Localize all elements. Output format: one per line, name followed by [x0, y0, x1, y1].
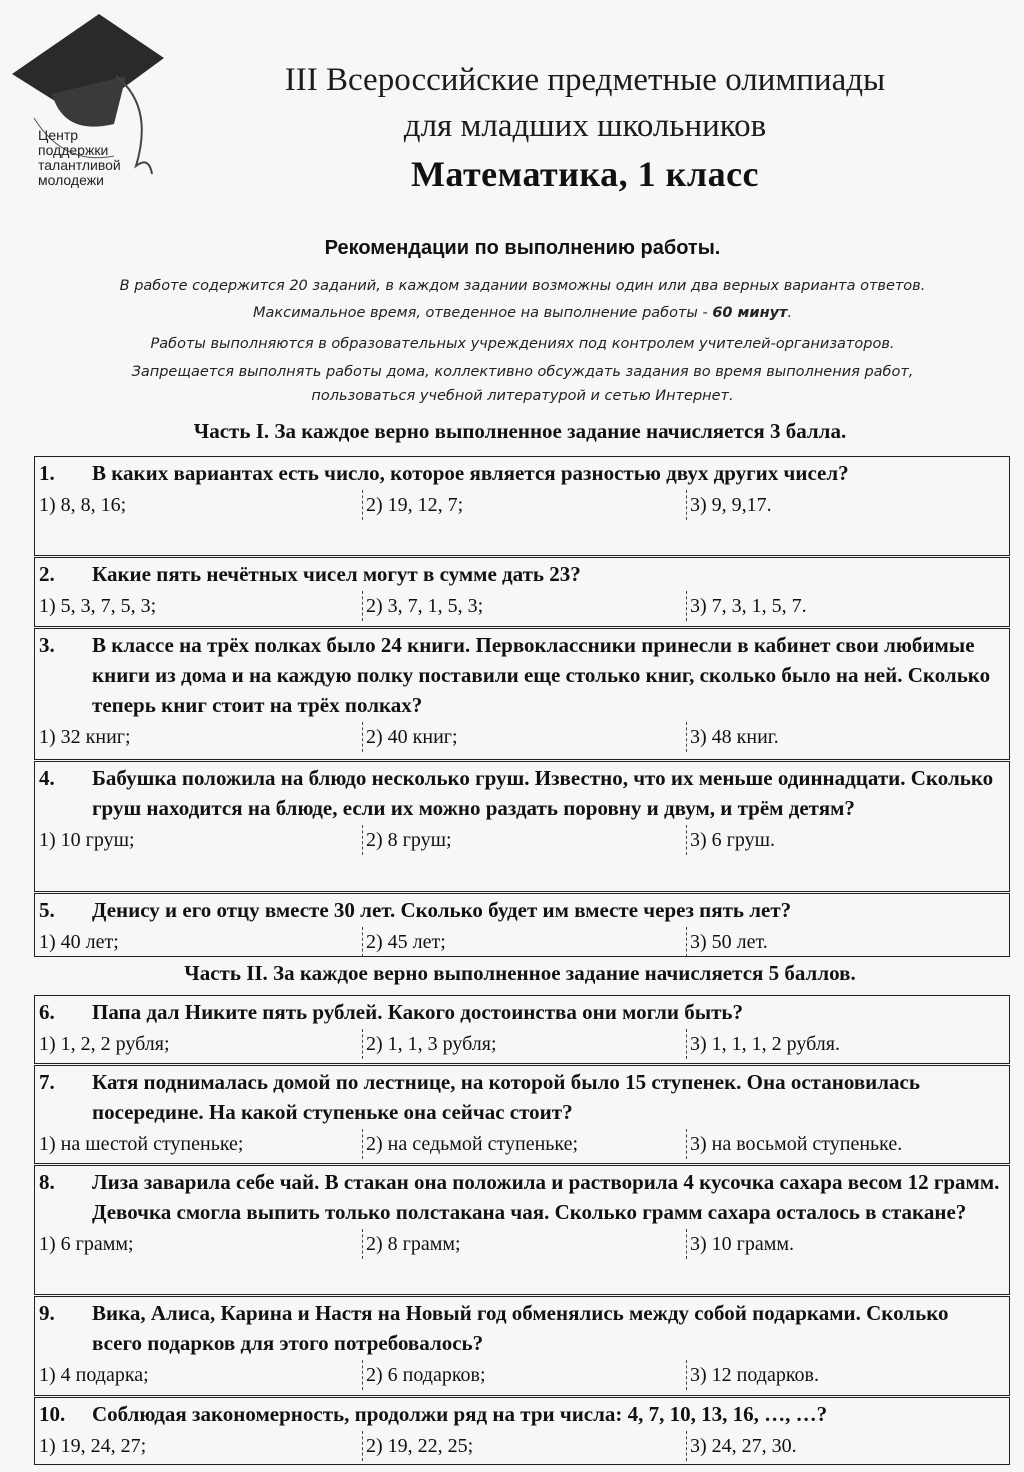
answer-row: [35, 1360, 1009, 1391]
task-number: 7.: [39, 1070, 55, 1094]
task-question-text: Соблюдая закономерность, продолжи ряд на три числа: 4, 7, 10, 13, 16, …, …?: [92, 1402, 828, 1426]
task-number: 2.: [39, 562, 55, 586]
logo: [4, 6, 174, 196]
task-number: 8.: [39, 1170, 55, 1194]
answer-option: 2) 19, 12, 7;: [362, 490, 463, 520]
recommendations-line: В работе содержится 20 заданий, в каждом задании возможны один или два верных варианта ответов.: [119, 278, 926, 294]
task-box: [34, 456, 1010, 556]
answer-row: [35, 1431, 1009, 1462]
task-number: 6.: [39, 1000, 55, 1024]
page-title-line1: III Всероссийские предметные олимпиады: [284, 62, 886, 98]
answer-option: 2) 19, 22, 25;: [362, 1431, 473, 1461]
rec-line2-prefix: Максимальное время, отведенное на выполнение работы -: [252, 305, 713, 321]
task-question-text: Денису и его отцу вместе 30 лет. Сколько будет им вместе через пять лет?: [92, 898, 792, 922]
answer-option: 3) 7, 3, 1, 5, 7.: [686, 591, 807, 621]
part2-title: Часть II. За каждое верно выполненное задание начисляется 5 баллов.: [184, 961, 856, 985]
answer-option: 3) на восьмой ступеньке.: [686, 1129, 902, 1159]
recommendations-line: пользоваться учебной литературой и сетью Интернет.: [311, 388, 734, 404]
answer-option: 2) 3, 7, 1, 5, 3;: [362, 591, 483, 621]
answer-option: 3) 6 груш.: [686, 825, 775, 855]
task-question-text: Папа дал Никите пять рублей. Какого достоинства они могли быть?: [92, 1000, 744, 1024]
task-question-text: В каких вариантах есть число, которое является разностью двух других чисел?: [92, 461, 849, 485]
answer-option: 3) 48 книг.: [686, 722, 779, 752]
task-number: 4.: [39, 766, 55, 790]
answer-option: 1) 1, 2, 2 рубля;: [39, 1033, 170, 1055]
task-question-text: Какие пять нечётных чисел могут в сумме дать 23?: [92, 562, 581, 586]
answer-row: [35, 722, 1009, 753]
answer-option: 2) 45 лет;: [362, 927, 446, 957]
recommendations-line: Работы выполняются в образовательных учреждениях под контролем учителей-организаторов.: [150, 336, 895, 352]
task-box: [34, 995, 1010, 1064]
task-number: 5.: [39, 898, 55, 922]
task-box: [34, 1165, 1010, 1295]
answer-row: [35, 1129, 1009, 1160]
task-question-text: Вика, Алиса, Карина и Настя на Новый год обменялись между собой подарками. Сколько всего подарков для этого потребовалось?: [92, 1301, 949, 1355]
answer-option: 1) 4 подарка;: [39, 1364, 149, 1386]
task-number: 9.: [39, 1301, 55, 1325]
answer-option: 1) 40 лет;: [39, 931, 119, 953]
recommendations-heading: Рекомендации по выполнению работы.: [324, 237, 721, 259]
answer-row: [35, 1029, 1009, 1060]
task-question: [35, 558, 1009, 591]
answer-option: 1) 8, 8, 16;: [39, 494, 127, 516]
answer-row: [35, 825, 1009, 856]
task-question-text: Лиза заварила себе чай. В стакан она положила и растворила 4 кусочка сахара весом 12 грамм. Девочка смогла выпить только полстакана чая. Сколько грамм сахара осталось в стакане?: [92, 1170, 1000, 1224]
answer-row: [35, 591, 1009, 622]
answer-option: 3) 1, 1, 1, 2 рубля.: [686, 1029, 840, 1059]
logo-text-line: талантливой: [38, 157, 121, 173]
task-box: [34, 628, 1010, 760]
answer-option: 1) 6 грамм;: [39, 1233, 134, 1255]
page-title-line2: для младших школьников: [403, 108, 767, 144]
answer-option: 3) 12 подарков.: [686, 1360, 819, 1390]
rec-line2-suffix: .: [787, 305, 793, 321]
task-number: 10.: [39, 1402, 66, 1426]
task-number: 1.: [39, 461, 55, 485]
task-question: [35, 1297, 1009, 1360]
page-subtitle-subject: Математика, 1 класс: [410, 154, 760, 194]
task-question: [35, 996, 1009, 1029]
recommendations-line: [0, 305, 1024, 321]
recommendations-line: Запрещается выполнять работы дома, коллективно обсуждать задания во время выполнения работ,: [131, 364, 914, 380]
task-question: [35, 1166, 1009, 1229]
task-question: [35, 762, 1009, 825]
answer-option: 3) 9, 9,17.: [686, 490, 772, 520]
answer-option: 2) 8 грамм;: [362, 1229, 461, 1259]
task-number: 3.: [39, 633, 55, 657]
answer-row: [35, 490, 1009, 521]
logo-text-line: Центр: [38, 127, 79, 143]
task-question: [35, 894, 1009, 927]
answer-row: [35, 1229, 1009, 1260]
answer-option: 1) 19, 24, 27;: [39, 1435, 147, 1457]
logo-text: [38, 128, 158, 188]
task-box: [34, 1296, 1010, 1396]
answer-option: 1) на шестой ступеньке;: [39, 1133, 244, 1155]
answer-option: 1) 32 книг;: [39, 726, 131, 748]
task-question: [35, 1066, 1009, 1129]
answer-option: 3) 24, 27, 30.: [686, 1431, 797, 1461]
task-box: [34, 1397, 1010, 1465]
task-question-text: Бабушка положила на блюдо несколько груш. Известно, что их меньше одиннадцати. Сколько груш находится на блюде, если их можно раздать поровну и двум, и трём детям?: [92, 766, 994, 820]
task-box: [34, 557, 1010, 627]
answer-option: 2) 6 подарков;: [362, 1360, 486, 1390]
task-box: [34, 761, 1010, 892]
answer-option: 3) 50 лет.: [686, 927, 768, 957]
task-box: [34, 893, 1010, 957]
answer-option: 1) 5, 3, 7, 5, 3;: [39, 595, 157, 617]
answer-option: 2) 1, 1, 3 рубля;: [362, 1029, 497, 1059]
part1-title: Часть I. За каждое верно выполненное задание начисляется 3 балла.: [193, 419, 847, 443]
answer-option: 2) 8 груш;: [362, 825, 452, 855]
answer-option: 3) 10 грамм.: [686, 1229, 794, 1259]
answer-row: [35, 927, 1009, 958]
logo-text-line: молодежи: [38, 172, 104, 188]
task-question-text: В классе на трёх полках было 24 книги. Первоклассники принесли в кабинет свои любимые книги из дома и на каждую полку поставили еще столько книг, сколько было на ней. Сколько теперь книг стоит на трёх полках?: [92, 633, 991, 717]
logo-text-line: поддержки: [38, 142, 109, 158]
task-question: [35, 1398, 1009, 1431]
task-question: [35, 629, 1009, 722]
task-question: [35, 457, 1009, 490]
task-question-text: Катя поднималась домой по лестнице, на которой было 15 ступенек. Она остановилась посередине. На какой ступеньке она сейчас стоит?: [92, 1070, 920, 1124]
rec-line2-time: 60 минут: [712, 305, 788, 321]
task-box: [34, 1065, 1010, 1164]
answer-option: 2) на седьмой ступеньке;: [362, 1129, 578, 1159]
answer-option: 1) 10 груш;: [39, 829, 135, 851]
answer-option: 2) 40 книг;: [362, 722, 458, 752]
